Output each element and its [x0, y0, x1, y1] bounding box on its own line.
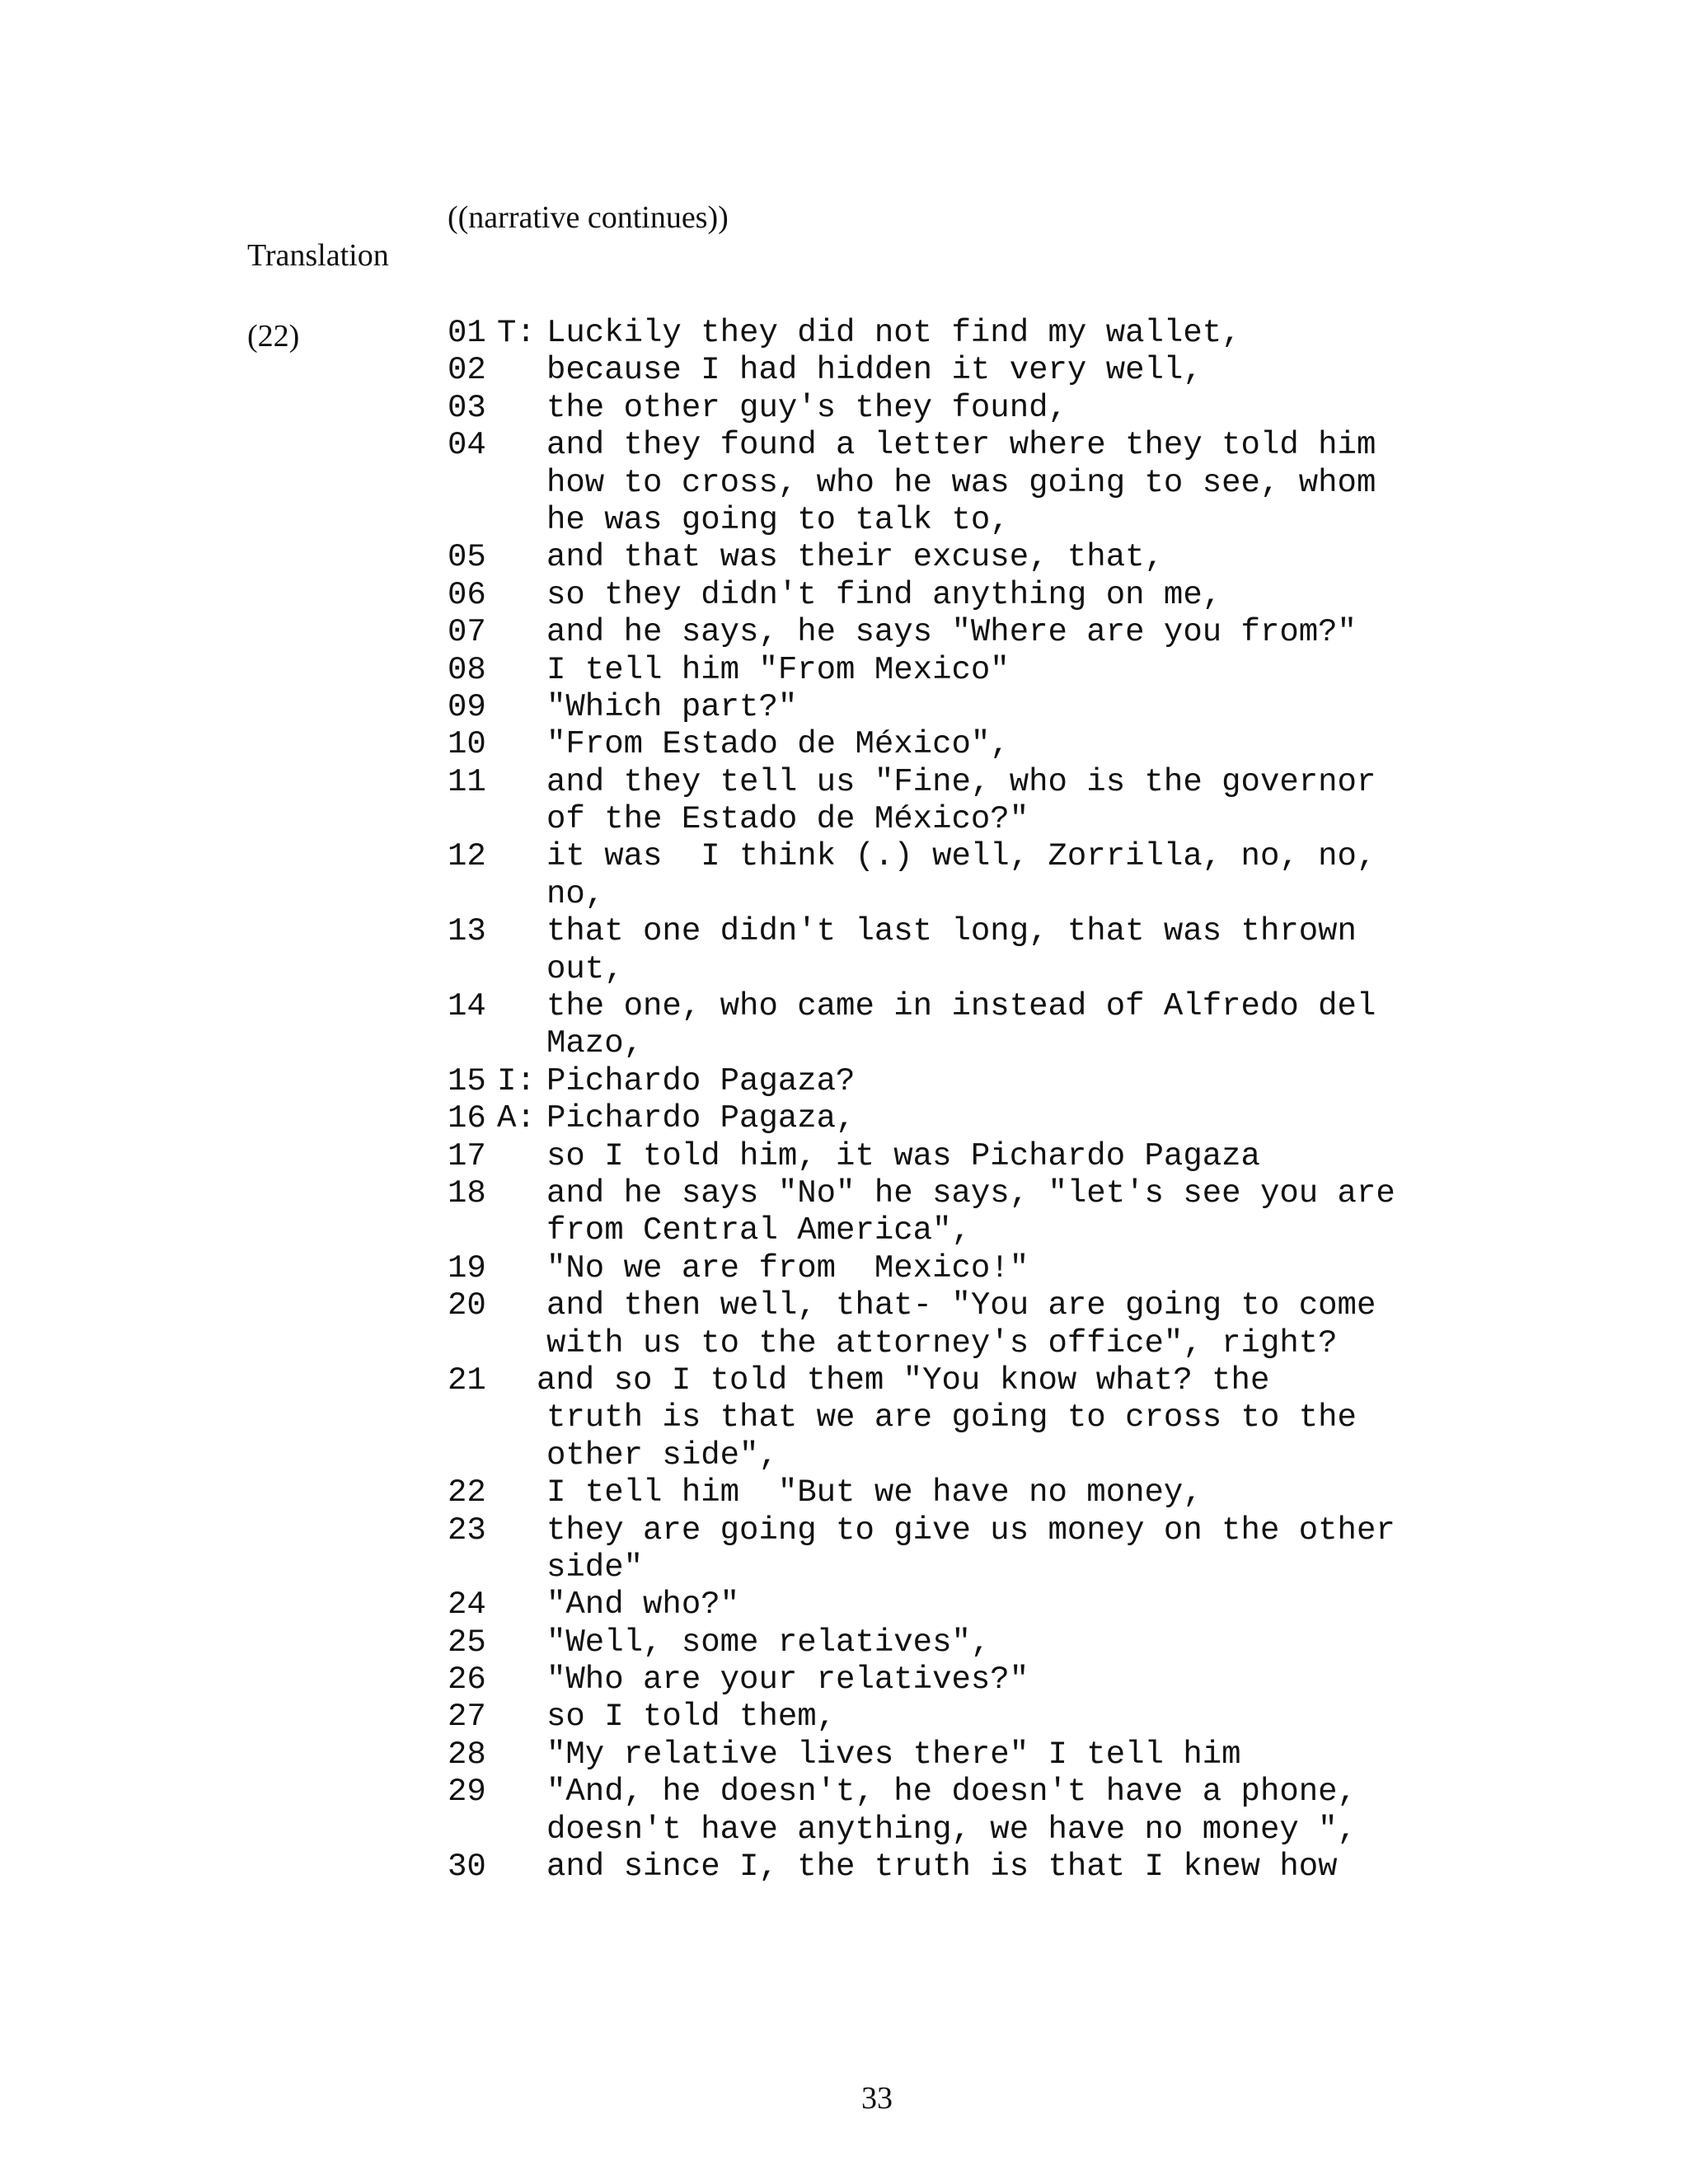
line-text: how to cross, who he was going to see, whom [546, 464, 1376, 501]
speaker-label: I: [497, 1062, 536, 1099]
line-text: so I told him, it was Pichardo Pagaza [546, 1137, 1260, 1174]
line-number: 09 [448, 688, 486, 725]
line-text: he was going to talk to, [546, 501, 1010, 538]
transcript-line [0, 1474, 1688, 1511]
speaker-label: T: [497, 315, 536, 351]
transcript-line [0, 1736, 1688, 1774]
line-number: 03 [448, 389, 486, 426]
line-number: 18 [448, 1174, 486, 1212]
transcript-line [0, 1624, 1688, 1661]
line-number: 13 [448, 913, 486, 950]
transcript-line [0, 801, 1688, 838]
transcript-line [0, 1437, 1688, 1474]
line-text: it was I think (.) well, Zorrilla, no, no, [546, 838, 1376, 875]
transcript-line [0, 352, 1688, 389]
example-number: (22) [247, 319, 300, 354]
line-text: "And who?" [546, 1586, 740, 1624]
transcript-line [0, 876, 1688, 913]
section-heading: Translation [247, 238, 389, 273]
line-text: with us to the attorney's office", right? [546, 1324, 1338, 1361]
line-text: and he says "No" he says, "let's see you are [546, 1174, 1395, 1212]
line-text: of the Estado de México?" [546, 801, 1029, 838]
line-text: the one, who came in instead of Alfredo del [546, 988, 1376, 1025]
transcript-line [0, 988, 1688, 1025]
line-number: 02 [448, 352, 486, 389]
transcript-line [0, 1100, 1688, 1137]
transcript-line [0, 1549, 1688, 1586]
transcript-line [0, 1774, 1688, 1811]
line-text: so I told them, [546, 1699, 837, 1736]
line-text: and they tell us "Fine, who is the governor [546, 763, 1376, 800]
line-text: I tell him "But we have no money, [546, 1474, 1203, 1511]
line-number: 04 [448, 427, 486, 464]
transcript-line [0, 764, 1688, 801]
speaker-label: A: [497, 1100, 536, 1137]
line-text: and they found a letter where they told him [546, 427, 1376, 464]
transcript-line [0, 1811, 1688, 1849]
transcript-line [0, 1661, 1688, 1699]
transcript-line [0, 1586, 1688, 1624]
line-text: Luckily they did not find my wallet, [546, 315, 1241, 351]
line-text: and he says, he says "Where are you from?" [546, 614, 1357, 651]
transcript-line [0, 1849, 1688, 1886]
transcript-line [0, 1063, 1688, 1100]
line-text: because I had hidden it very well, [546, 352, 1203, 389]
line-number: 29 [448, 1774, 486, 1811]
line-text: and since I, the truth is that I knew how [546, 1849, 1338, 1886]
line-text: and that was their excuse, that, [546, 539, 1164, 576]
line-text: that one didn't last long, that was thrown [546, 913, 1357, 950]
line-text: "From Estado de México", [546, 726, 1010, 763]
line-number: 15 [448, 1062, 486, 1099]
transcript-line [0, 1362, 1688, 1399]
line-number: 12 [448, 838, 486, 875]
line-number: 24 [448, 1586, 486, 1624]
line-number: 28 [448, 1736, 486, 1773]
line-number: 27 [448, 1699, 486, 1736]
line-number: 05 [448, 539, 486, 576]
line-text: and so I told them "You know what? the [537, 1361, 1270, 1399]
line-text: "My relative lives there" I tell him [546, 1736, 1241, 1773]
transcript-line [0, 838, 1688, 875]
line-text: "No we are from Mexico!" [546, 1249, 1029, 1286]
line-number: 20 [448, 1287, 486, 1324]
line-text: from Central America", [546, 1212, 971, 1249]
line-number: 26 [448, 1661, 486, 1699]
line-number: 22 [448, 1474, 486, 1511]
line-text: side" [546, 1549, 644, 1586]
page-number: 33 [861, 2081, 893, 2116]
line-text: "Which part?" [546, 688, 798, 725]
transcript-line [0, 1175, 1688, 1212]
transcript-line [0, 315, 1688, 352]
line-number: 01 [448, 315, 486, 351]
transcript-line [0, 1287, 1688, 1324]
transcript-line [0, 614, 1688, 651]
line-number: 08 [448, 651, 486, 688]
line-number: 30 [448, 1849, 486, 1886]
line-text: "Well, some relatives", [546, 1624, 991, 1661]
line-text: Mazo, [546, 1025, 644, 1062]
line-text: I tell him "From Mexico" [546, 651, 1010, 688]
transcript-line [0, 652, 1688, 689]
line-text: Pichardo Pagaza? [546, 1062, 856, 1099]
transcript-line [0, 427, 1688, 464]
transcript-line [0, 726, 1688, 763]
line-text: truth is that we are going to cross to the [546, 1399, 1357, 1436]
transcript-line [0, 577, 1688, 614]
line-text: no, [546, 875, 605, 912]
line-text: other side", [546, 1436, 778, 1474]
line-number: 16 [448, 1100, 486, 1137]
line-number: 07 [448, 614, 486, 651]
line-number: 11 [448, 763, 486, 800]
transcript-line [0, 1138, 1688, 1175]
transcript-line [0, 390, 1688, 427]
line-text: doesn't have anything, we have no money ", [546, 1811, 1357, 1848]
line-number: 23 [448, 1511, 486, 1549]
line-number: 10 [448, 726, 486, 763]
transcript-line [0, 913, 1688, 950]
line-text: and then well, that- "You are going to come [546, 1287, 1376, 1324]
line-number: 06 [448, 576, 486, 613]
line-text: "Who are your relatives?" [546, 1661, 1029, 1699]
transcript-line [0, 689, 1688, 726]
line-text: out, [546, 950, 624, 987]
transcript-block [0, 315, 1688, 1886]
transcript-line [0, 1325, 1688, 1362]
transcript-line [0, 539, 1688, 576]
transcript-line [0, 1699, 1688, 1736]
transcript-line [0, 502, 1688, 539]
line-text: "And, he doesn't, he doesn't have a phone, [546, 1774, 1357, 1811]
line-number: 17 [448, 1137, 486, 1174]
line-text: Pichardo Pagaza, [546, 1100, 856, 1137]
transcript-line [0, 951, 1688, 988]
line-text: they are going to give us money on the other [546, 1511, 1395, 1549]
transcript-line [0, 1512, 1688, 1549]
transcript-line [0, 1212, 1688, 1249]
transcript-line [0, 1250, 1688, 1287]
narrative-note: ((narrative continues)) [448, 200, 729, 235]
transcript-line [0, 1025, 1688, 1062]
line-number: 25 [448, 1624, 486, 1661]
line-text: so they didn't find anything on me, [546, 576, 1222, 613]
line-number: 19 [448, 1249, 486, 1286]
line-number: 21 [448, 1361, 486, 1399]
line-number: 14 [448, 988, 486, 1025]
transcript-line [0, 465, 1688, 502]
transcript-line [0, 1399, 1688, 1436]
line-text: the other guy's they found, [546, 389, 1067, 426]
